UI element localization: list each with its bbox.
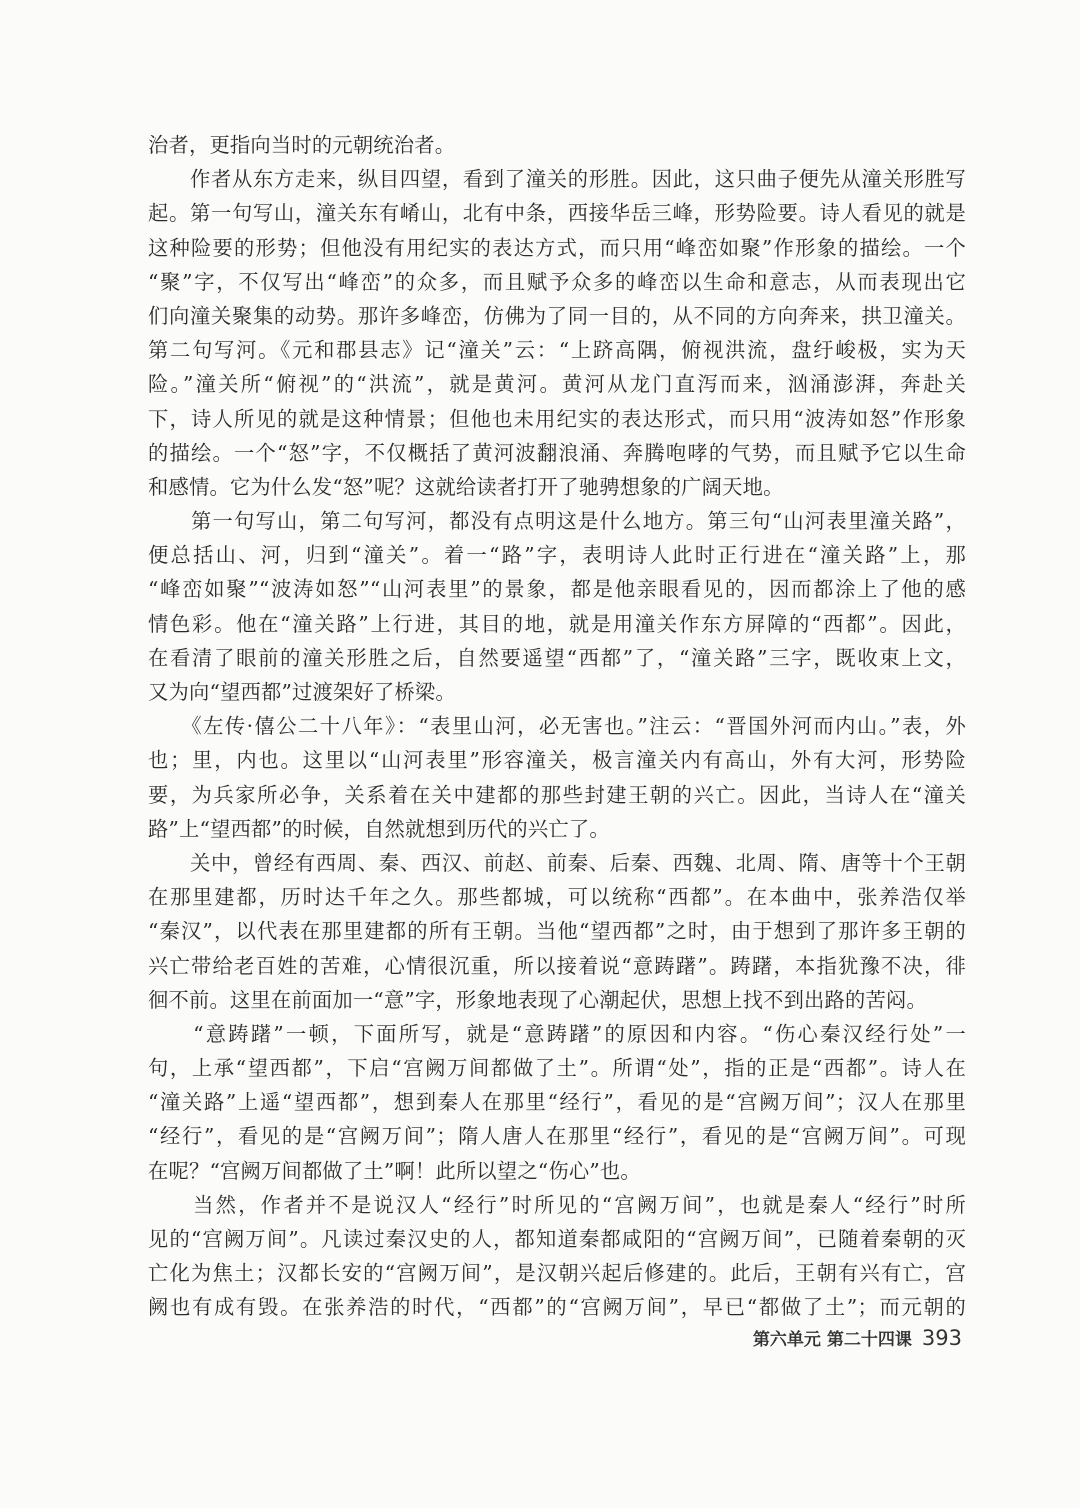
text-line: 关中，曾经有西周、秦、西汉、前赵、前秦、后秦、西魏、北周、隋、唐等十个王朝 [148,850,966,875]
text-line: 要，为兵家所必争，关系着在关中建都的那些封建王朝的兴亡。因此，当诗人在“潼关 [148,782,966,807]
text-line: “经行”，看见的是“宫阙万间”；隋人唐人在那里“经行”，看见的是“宫阙万间”。可现 [148,1124,966,1149]
text-line: 便总括山、河，归到“潼关”。着一“路”字，表明诗人此时正行进在“潼关路”上，那 [148,543,966,568]
text-line: 见的“宫阙万间”。凡读过秦汉史的人，都知道秦都咸阳的“宫阙万间”，已随着秦朝的灭 [148,1227,966,1251]
page-number: 393 [921,1326,962,1350]
text-line: 第一句写山，第二句写河，都没有点明这是什么地方。第三句“山河表里潼关路”， [148,509,966,534]
text-line: 这种险要的形势；但他没有用纪实的表达方式，而只用“峰峦如聚”作形象的描绘。一个 [148,235,966,260]
text-line: “秦汉”，以代表在那里建都的所有王朝。当他“望西都”之时，由于想到了那许多王朝的 [148,919,966,944]
lesson-label: 第二十四课 [826,1330,912,1350]
text-line: 作者从东方走来，纵目四望，看到了潼关的形胜。因此，这只曲子便先从潼关形胜写 [148,167,966,192]
text-line: 也；里，内也。这里以“山河表里”形容潼关，极言潼关内有高山，外有大河，形势险 [148,748,966,773]
text-line: “潼关路”上遥“望西都”，想到秦人在那里“经行”，看见的是“宫阙万间”；汉人在那里 [148,1090,966,1115]
text-line: 和感情。它为什么发“怒”呢？这就给读者打开了驰骋想象的广阔天地。 [148,474,784,499]
text-line: 兴亡带给老百姓的苦难，心情很沉重，所以接着说“意踌躇”。踌躇，本指犹豫不决，徘 [148,953,966,978]
text-line: 在呢？“宫阙万间都做了土”啊！此所以望之“伤心”也。 [148,1158,641,1183]
text-line: 徊不前。这里在前面加一“意”字，形象地表现了心潮起伏，思想上找不到出路的苦闷。 [148,987,927,1012]
text-line: 的描绘。一个“怒”字，不仅概括了黄河波翻浪涌、奔腾咆哮的气势，而且赋予它以生命 [148,440,966,465]
text-line: 第二句写河。《元和郡县志》记“潼关”云：“上跻高隅，俯视洪流，盘纡峻极，实为天 [148,338,966,363]
text-line: 亡化为焦土；汉都长安的“宫阙万间”，是汉朝兴起后修建的。此后，王朝有兴有亡，宫 [148,1261,966,1286]
text-line: 起。第一句写山，潼关东有崤山，北有中条，西接华岳三峰，形势险要。诗人看见的就是 [148,201,966,226]
text-line: 路”上“望西都”的时候，自然就想到历代的兴亡了。 [148,816,610,841]
text-line: 治者，更指向当时的元朝统治者。 [148,133,456,157]
text-line: 在看清了眼前的潼关形胜之后，自然要遥望“西都”了，“潼关路”三字，既收束上文， [148,645,966,670]
text-line: 下，诗人所见的就是这种情景；但他也未用纪实的表达形式，而只用“波涛如怒”作形象 [148,406,966,431]
text-line: 险。”潼关所“俯视”的“洪流”，就是黄河。黄河从龙门直泻而来，汹涌澎湃，奔赴关 [148,372,966,397]
page-footer [753,1325,962,1350]
unit-label: 第六单元 [752,1330,821,1350]
text-line: 在那里建都，历时达千年之久。那些都城，可以统称“西都”。在本曲中，张养浩仅举 [148,885,966,910]
text-line: “聚”字，不仅写出“峰峦”的众多，而且赋予众多的峰峦以生命和意志，从而表现出它 [148,269,966,294]
text-line: 们向潼关聚集的动势。那许多峰峦，仿佛为了同一目的，从不同的方向奔来，拱卫潼关。 [148,303,966,328]
body-text [148,128,966,1325]
text-line: 《左传·僖公二十八年》：“表里山河，必无害也。”注云：“晋国外河而内山。”表，外 [148,714,966,739]
text-line: “意踌躇”一顿，下面所写，就是“意踌躇”的原因和内容。“伤心秦汉经行处”一 [148,1021,966,1046]
text-line: 句，上承“望西都”，下启“宫阙万间都做了土”。所谓“处”，指的正是“西都”。诗人在 [148,1056,966,1081]
text-line: 当然，作者并不是说汉人“经行”时所见的“宫阙万间”，也就是秦人“经行”时所 [148,1192,966,1217]
text-line: “峰峦如聚”“波涛如怒”“山河表里”的景象，都是他亲眼看见的，因而都涂上了他的感 [148,577,966,602]
text-line: 又为向“望西都”过渡架好了桥梁。 [148,680,456,704]
text-line: 情色彩。他在“潼关路”上行进，其目的地，就是用潼关作东方屏障的“西都”。因此， [148,611,966,636]
text-line: 阙也有成有毁。在张养浩的时代，“西都”的“宫阙万间”，早已“都做了土”；而元朝的 [148,1295,966,1320]
